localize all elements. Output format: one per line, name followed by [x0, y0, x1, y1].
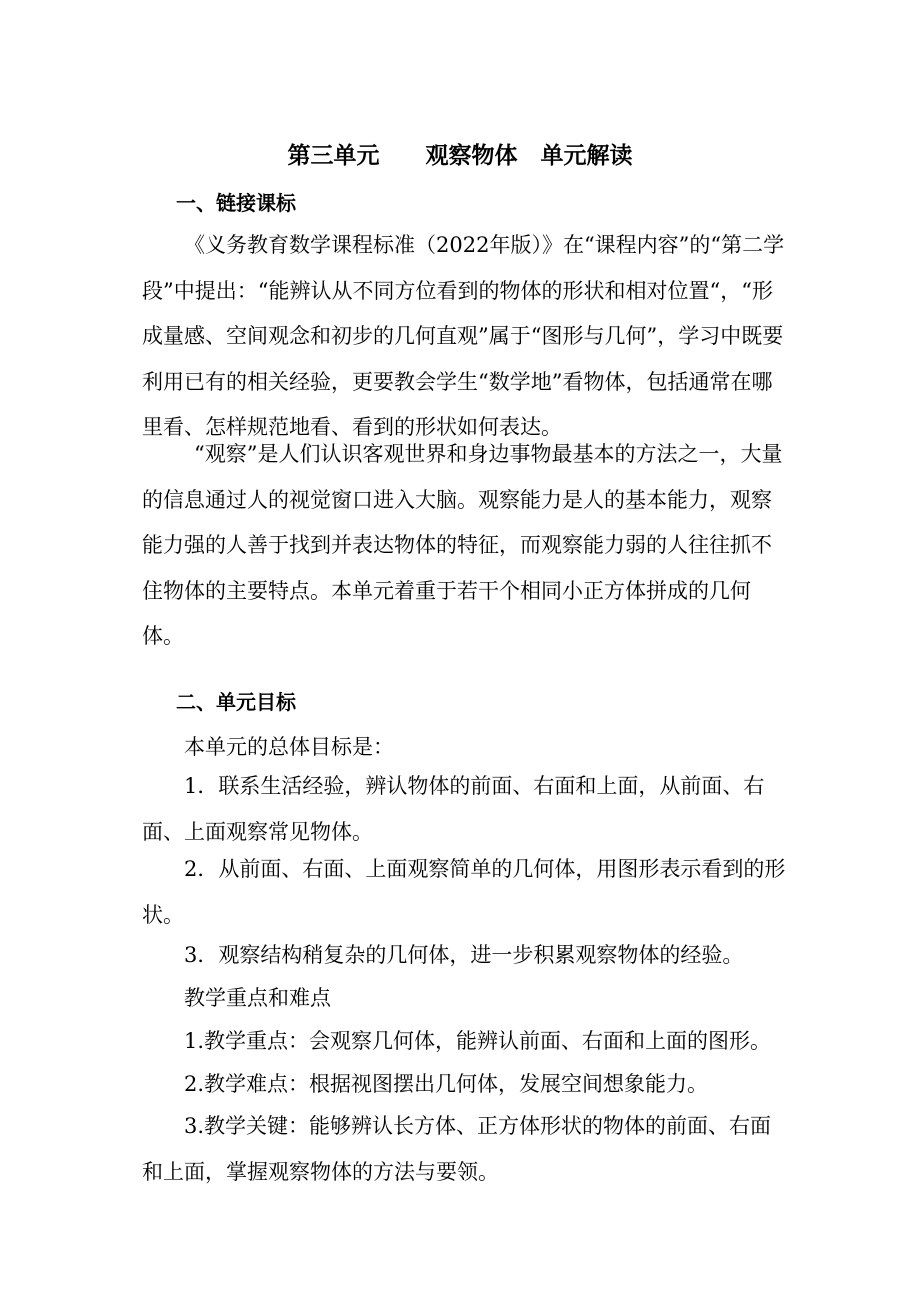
page-title: 第三单元 观察物体 单元解读	[287, 142, 633, 169]
section-heading-unit-goals: 二、单元目标	[176, 690, 296, 714]
key-point-1: 1.教学重点：会观察几何体，能辨认前面、右面和上面的图形。	[184, 1029, 772, 1053]
paragraph-curriculum-standard: 《义务教育数学课程标准（2022年版）》在“课程内容”的“第二学段”中提出：“能辨认从不同方位看到的物体的形状和相对位置“，“形成量感、空间观念和初步的几何直观”属于“图形与几何”，学习中既要利用已有的相关经验，更要教会学生“数学地”看物体，包括通常在哪里看、怎样规范地看、看到的形状如何表达。	[142, 233, 785, 439]
goal-item-1: 1．联系生活经验，辨认物体的前面、右面和上面，从前面、右面、上面观察常见物体。	[142, 774, 765, 844]
section-heading-curriculum: 一、链接课标	[176, 191, 296, 215]
key-points-heading: 教学重点和难点	[184, 986, 331, 1010]
goal-item-2: 2．从前面、右面、上面观察简单的几何体，用图形表示看到的形状。	[142, 857, 786, 927]
key-point-3: 3.教学关键：能够辨认长方体、正方体形状的物体的前面、右面和上面，掌握观察物体的方法与要领。	[142, 1114, 772, 1184]
key-point-2: 2.教学难点：根据视图摆出几何体，发展空间想象能力。	[184, 1072, 709, 1096]
paragraph-observation: “观察”是人们认识客观世界和身边事物最基本的方法之一，大量的信息通过人的视觉窗口进入大脑。观察能力是人的基本能力，观察能力强的人善于找到并表达物体的特征，而观察能力弱的人往往抓不住物体的主要特点。本单元着重于若干个相同小正方体拼成的几何体。	[142, 442, 783, 648]
goals-intro: 本单元的总体目标是：	[184, 735, 394, 759]
goal-item-3: 3．观察结构稍复杂的几何体，进一步积累观察物体的经验。	[184, 943, 744, 967]
